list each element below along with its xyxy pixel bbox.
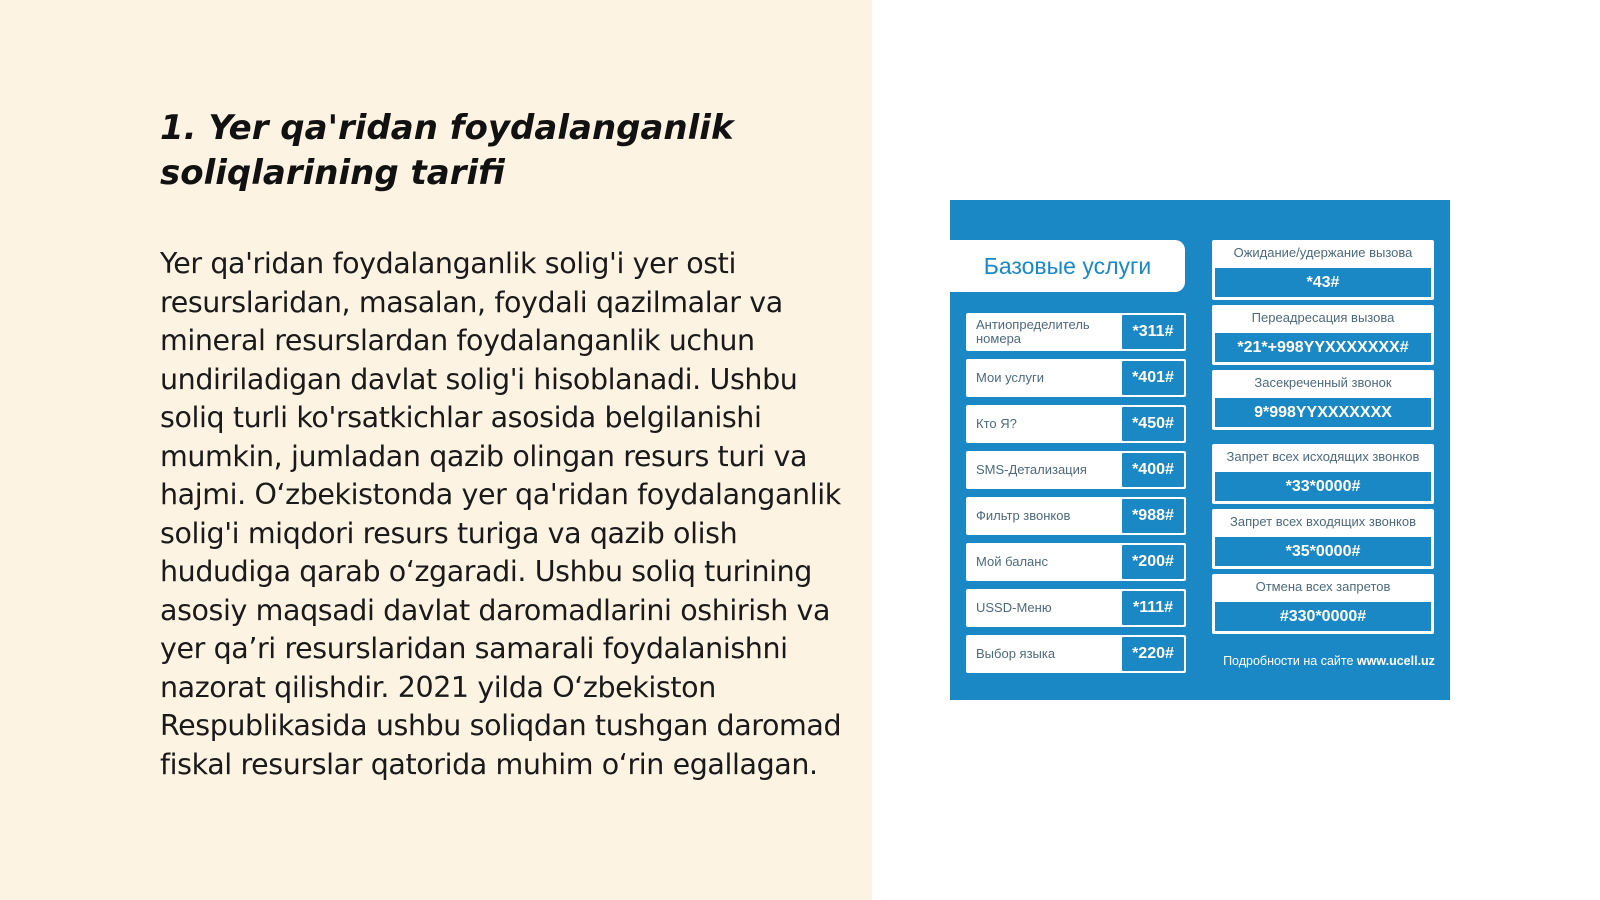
- list-item: [966, 405, 1186, 443]
- footer-text: Подробности на сайте: [1223, 654, 1354, 668]
- service-code: *200#: [1122, 545, 1184, 579]
- list-item: [966, 589, 1186, 627]
- service-code: *988#: [1122, 499, 1184, 533]
- feature-code: 9*998YYXXXXXXX: [1215, 398, 1431, 427]
- feature-code: *35*0000#: [1215, 537, 1431, 566]
- list-item: [1212, 444, 1434, 504]
- feature-label: Ожидание/удержание вызова: [1233, 245, 1413, 260]
- list-item: [966, 451, 1186, 489]
- feature-label: Запрет всех исходящих звонков: [1226, 449, 1420, 464]
- feature-label: Запрет всех входящих звонков: [1229, 514, 1417, 529]
- service-label: Выбор языка: [976, 646, 1056, 661]
- card-header: Базовые услуги: [950, 240, 1185, 292]
- feature-code: *21*+998YYXXXXXXX#: [1215, 333, 1431, 362]
- feature-code: #330*0000#: [1215, 602, 1431, 631]
- list-item: [1212, 240, 1434, 300]
- feature-code: *33*0000#: [1215, 472, 1431, 501]
- list-item: [1212, 370, 1434, 430]
- service-label: Фильтр звонков: [976, 508, 1071, 523]
- feature-code: *43#: [1215, 268, 1431, 297]
- list-item: [1212, 574, 1434, 634]
- footer-website: www.ucell.uz: [1356, 654, 1435, 668]
- service-label: Кто Я?: [976, 416, 1017, 431]
- slide-title: 1. Yer qa'ridan foydalanganlik soliqlarining tarifi: [160, 108, 734, 193]
- slide-body-text: Yer qa'ridan foydalanganlik solig'i yer osti resurslaridan, masalan, foydali qazilmalar va mineral resurslardan foydalanganlik uchun undiriladigan davlat solig'i hisoblanadi. Ushbu soliq turli ko'rsatkichlar asosida belgilanishi mumkin, jumladan qazib olingan resurs turi va hajmi. O‘zbekistonda yer qa'ridan foydalanganlik solig'i miqdori resurs turiga va qazib olish hududiga qarab o‘zgaradi. Ushbu soliq turining asosiy maqsadi davlat daromadlarini oshirish va yer qa’ri resurslaridan samarali foydalanishni nazorat qilishdir. 2021 yilda O‘zbekiston Respublikasida ushbu soliqdan tushgan daromad fiskal resurslar qatorida muhim o‘rin egallagan.: [160, 247, 842, 781]
- feature-label: Переадресация вызова: [1251, 310, 1395, 325]
- list-item: [966, 497, 1186, 535]
- service-label: Антиопределитель номера: [976, 317, 1090, 346]
- feature-label: Засекреченный звонок: [1254, 375, 1392, 390]
- list-item: [1212, 509, 1434, 569]
- service-code: *401#: [1122, 361, 1184, 395]
- service-code: *311#: [1122, 315, 1184, 349]
- service-code: *220#: [1122, 637, 1184, 671]
- list-item: [966, 635, 1186, 673]
- feature-label: Отмена всех запретов: [1255, 579, 1391, 594]
- list-item: [966, 313, 1186, 351]
- service-code: *111#: [1122, 591, 1184, 625]
- service-code: *400#: [1122, 453, 1184, 487]
- list-item: [1212, 305, 1434, 365]
- list-item: [966, 543, 1186, 581]
- basic-services-list: [966, 313, 1186, 681]
- card-footer: [1212, 652, 1446, 670]
- service-code: *450#: [1122, 407, 1184, 441]
- service-label: Мои услуги: [976, 370, 1045, 385]
- service-label: USSD-Меню: [976, 600, 1052, 615]
- call-features-list: [1212, 240, 1434, 639]
- ucell-services-image: [950, 200, 1450, 700]
- service-label: SMS-Детализация: [976, 462, 1087, 477]
- service-label: Мой баланс: [976, 554, 1048, 569]
- list-item: [966, 359, 1186, 397]
